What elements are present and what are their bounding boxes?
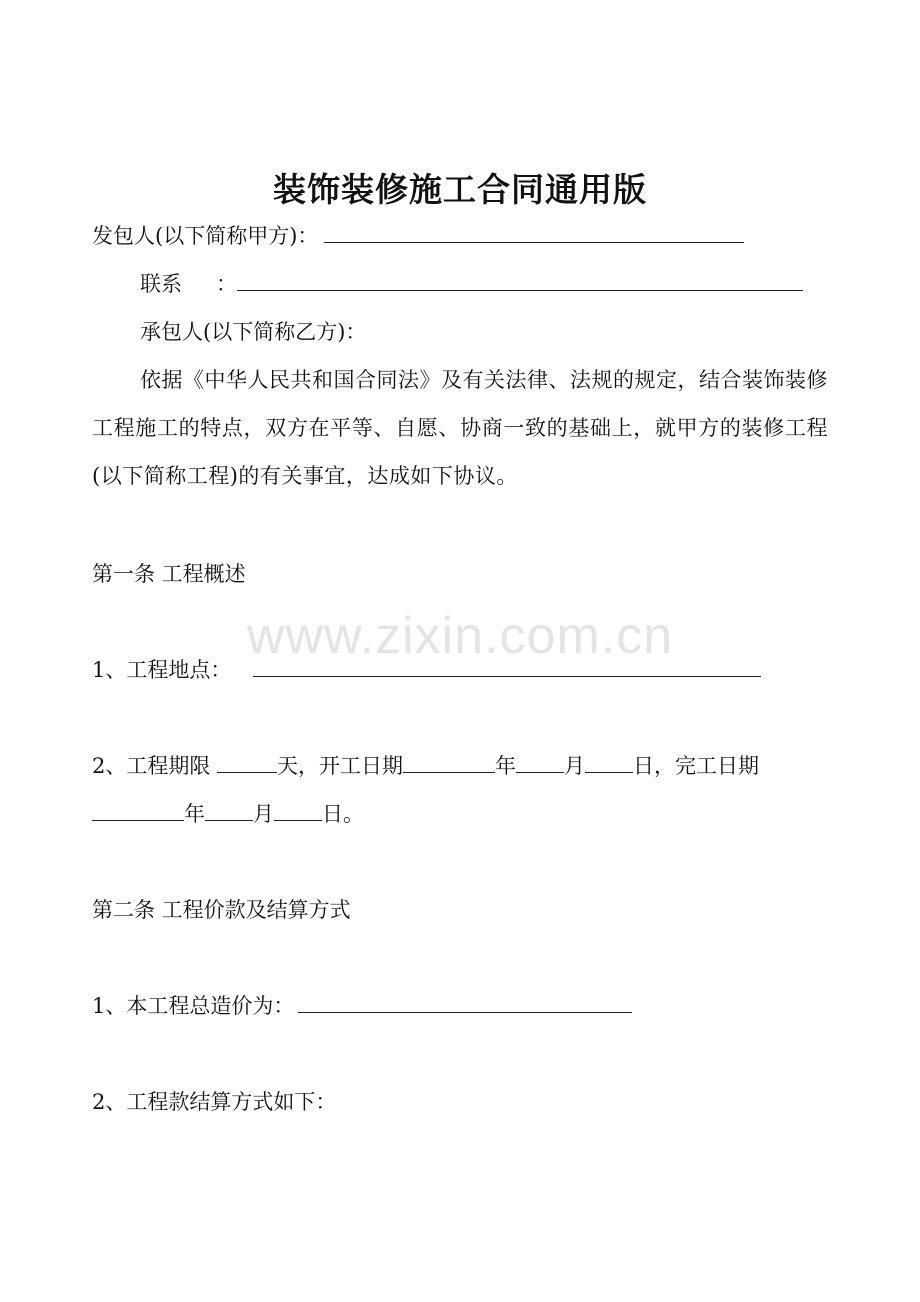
site-line: [92, 656, 761, 684]
contact-line: [140, 270, 803, 298]
days-unit: 天，开工日期: [277, 754, 404, 778]
intro-paragraph: 依据《中华人民共和国合同法》及有关法律、法规的规定，结合装饰装修工程施工的特点，双方在平等、自愿、协商一致的基础上，就甲方的装修工程(以下简称工程)的有关事宜，达成如下协议。: [92, 368, 828, 488]
contact-colon: ：: [216, 272, 237, 296]
party-a-line: [92, 222, 744, 250]
start-day-blank[interactable]: [585, 752, 633, 773]
end-month-unit: 月: [253, 802, 274, 826]
end-year-unit: 年: [184, 802, 205, 826]
article2-heading: 第二条 工程价款及结算方式: [92, 898, 351, 922]
site-blank[interactable]: [253, 656, 761, 677]
end-day-blank[interactable]: [274, 800, 322, 821]
party-a-label: 发包人(以下简称甲方)：: [92, 224, 319, 248]
start-month-unit: 月: [564, 754, 586, 778]
period-line-2: [92, 800, 364, 828]
party-b-line: [140, 318, 366, 346]
party-a-blank[interactable]: [324, 222, 744, 243]
start-year-unit: 年: [495, 754, 517, 778]
site-label: 1、工程地点：: [92, 658, 232, 682]
end-day-unit: 日。: [322, 802, 364, 826]
period-prefix: 2、工程期限: [92, 754, 218, 778]
settlement-label: 2、工程款结算方式如下：: [92, 1090, 337, 1114]
total-price-label: 1、本工程总造价为：: [92, 994, 295, 1018]
settlement-line: [92, 1088, 336, 1116]
period-line: [92, 752, 759, 780]
total-price-line: [92, 992, 632, 1020]
document-title: 装饰装修施工合同通用版: [273, 170, 647, 209]
days-blank[interactable]: [217, 752, 277, 773]
end-year-blank[interactable]: [92, 800, 184, 821]
end-month-blank[interactable]: [205, 800, 253, 821]
start-day-unit: 日，完工日期: [633, 754, 760, 778]
watermark: www.zixin.com.cn: [246, 607, 674, 665]
contact-blank[interactable]: [237, 270, 803, 291]
start-year-blank[interactable]: [403, 752, 495, 773]
start-month-blank[interactable]: [516, 752, 564, 773]
party-b-label: 承包人(以下简称乙方)：: [140, 320, 367, 344]
contact-label: 联系: [140, 272, 182, 296]
total-price-blank[interactable]: [298, 992, 632, 1013]
article1-heading: 第一条 工程概述: [92, 562, 246, 586]
